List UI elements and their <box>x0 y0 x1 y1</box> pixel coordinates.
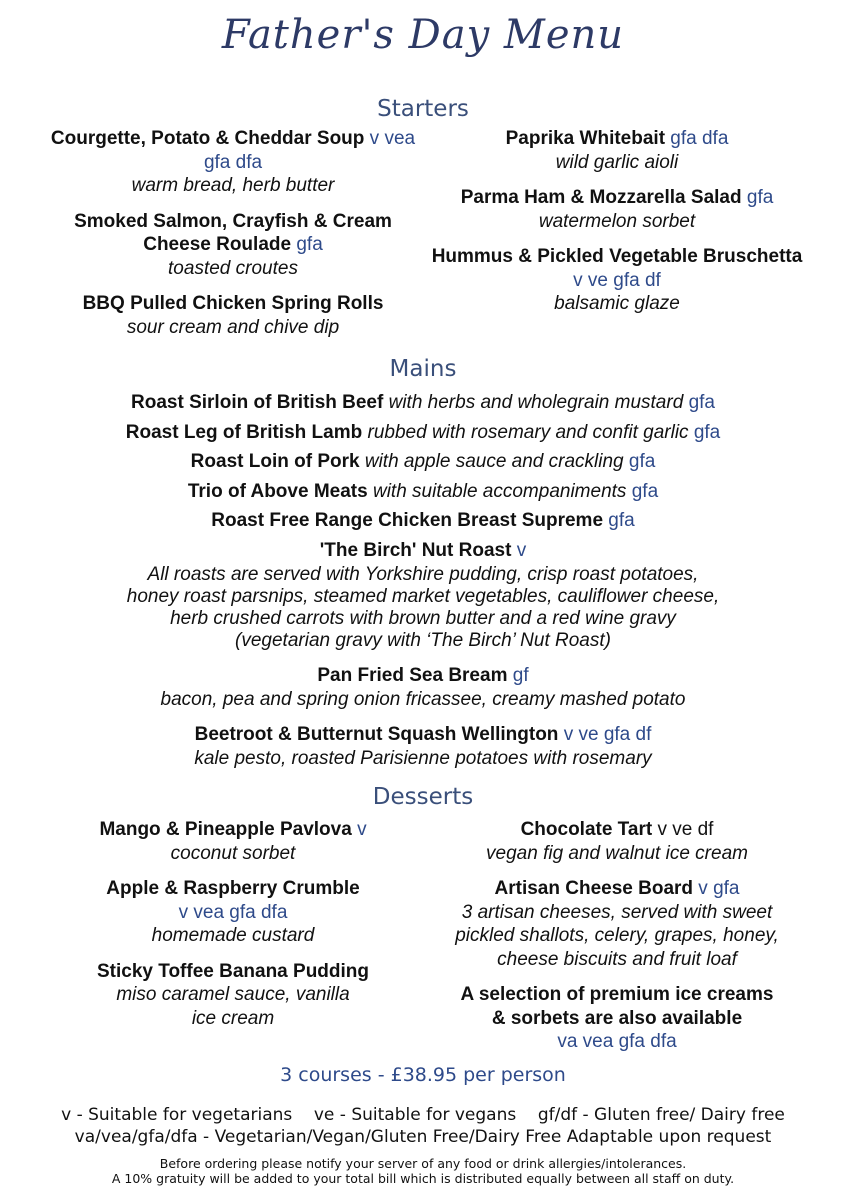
note-line: honey roast parsnips, steamed market vegetables, cauliflower cheese, <box>126 586 720 607</box>
dessert-item <box>430 877 804 971</box>
dish-name: Smoked Salmon, Crayfish & Cream Cheese Roulade <box>74 210 392 255</box>
starters-heading: Starters <box>377 96 469 122</box>
dietary-tags: v ve gfa df <box>573 269 661 291</box>
dish-description: bacon, pea and spring onion fricassee, creamy mashed potato <box>160 688 686 710</box>
dish-name: Sticky Toffee Banana Pudding <box>96 960 370 982</box>
legend-line: va/vea/gfa/dfa - Vegetarian/Vegan/Gluten Free/Dairy Free Adaptable upon request <box>74 1127 772 1147</box>
dish-description: with apple sauce and crackling <box>364 451 624 472</box>
dish-name: Artisan Cheese Board <box>494 878 694 899</box>
desserts-right-column <box>430 818 804 1066</box>
dish-description: kale pesto, roasted Parisienne potatoes with rosemary <box>194 747 652 769</box>
dietary-tags: v gfa <box>698 878 740 899</box>
note-line: All roasts are served with Yorkshire pudding, crisp roast potatoes, <box>147 564 699 585</box>
dietary-tags: v <box>357 819 367 840</box>
dish-name: Roast Free Range Chicken Breast Supreme <box>211 510 604 531</box>
roast-item <box>40 539 806 563</box>
roast-item <box>40 480 806 504</box>
dietary-tags: gf <box>512 665 529 686</box>
dietary-tags: v <box>516 539 527 561</box>
dish-description: warm bread, herb butter <box>131 175 335 196</box>
dish-description: vegan fig and walnut ice cream <box>486 842 748 864</box>
dessert-item <box>430 983 804 1054</box>
dish-name: Apple & Raspberry Crumble <box>106 878 360 899</box>
mains-heading: Mains <box>389 356 457 382</box>
dietary-tags: v ve df <box>657 819 714 840</box>
roast-item <box>40 421 806 445</box>
dietary-tags: gfa <box>608 510 635 531</box>
dietary-tags: va vea gfa dfa <box>557 1031 677 1052</box>
dessert-item <box>40 818 426 865</box>
roast-item <box>40 509 806 533</box>
roast-item <box>40 391 806 415</box>
dietary-tags: gfa <box>746 187 774 208</box>
allergy-footer <box>0 1156 846 1186</box>
dish-name: 'The Birch' Nut Roast <box>319 539 512 561</box>
dish-description: toasted croutes <box>168 257 298 279</box>
dessert-item <box>430 818 804 865</box>
desserts-heading: Desserts <box>372 784 474 810</box>
dish-description: balsamic glaze <box>554 293 680 314</box>
dietary-tags: gfa <box>688 392 715 413</box>
dietary-legend <box>0 1104 846 1148</box>
note-line: (vegetarian gravy with ‘The Birch’ Nut Roast) <box>235 630 611 651</box>
dish-name: A selection of premium ice creams & sorbets are also available <box>460 984 774 1029</box>
dish-name: Courgette, Potato & Cheddar Soup <box>50 128 365 149</box>
dish-name: Pan Fried Sea Bream <box>317 665 508 686</box>
dish-description: with suitable accompaniments <box>372 480 627 502</box>
starter-item <box>430 186 804 233</box>
dish-description: watermelon sorbet <box>538 210 696 232</box>
dietary-tags: v ve gfa df <box>563 724 652 745</box>
dish-name: Roast Sirloin of British Beef <box>131 392 384 413</box>
dish-description: with herbs and wholegrain mustard <box>388 392 684 413</box>
price-line: 3 courses - £38.95 per person <box>280 1064 566 1086</box>
dietary-tags: gfa dfa <box>670 128 729 149</box>
dish-name: Chocolate Tart <box>520 819 653 840</box>
starters-right-column <box>430 127 804 328</box>
starters-left-column <box>40 127 426 351</box>
dish-description: coconut sorbet <box>170 842 296 864</box>
dietary-tags: gfa <box>693 421 721 443</box>
dish-name: Paprika Whitebait <box>505 128 666 149</box>
starter-item <box>430 127 804 174</box>
dietary-tags: gfa <box>628 451 656 472</box>
footer-line: A 10% gratuity will be added to your total bill which is distributed equally between all staff on duty. <box>111 1171 735 1186</box>
legend-line: v - Suitable for vegetarians ve - Suitable for vegans gf/df - Gluten free/ Dairy free <box>61 1105 785 1125</box>
starter-item <box>40 210 426 281</box>
roast-item <box>40 450 806 474</box>
dish-name: Roast Loin of Pork <box>190 451 360 472</box>
dish-description: sour cream and chive dip <box>126 316 340 338</box>
dietary-tags: v vea gfa dfa <box>203 128 416 173</box>
note-line: herb crushed carrots with brown butter and a red wine gravy <box>170 608 676 629</box>
dietary-tags: v vea gfa dfa <box>178 901 288 923</box>
dish-name: Roast Leg of British Lamb <box>125 421 363 443</box>
roast-accompaniments-note <box>40 564 806 652</box>
dessert-item <box>40 877 426 948</box>
dish-name: Trio of Above Meats <box>187 480 368 502</box>
dietary-tags: gfa <box>631 480 659 502</box>
dish-name: Mango & Pineapple Pavlova <box>99 819 352 840</box>
menu-title: Father's Day Menu <box>221 12 625 58</box>
starter-item <box>40 127 426 198</box>
dish-name: BBQ Pulled Chicken Spring Rolls <box>82 293 384 314</box>
dietary-tags: gfa <box>296 234 323 255</box>
dessert-item <box>40 960 426 1031</box>
dish-description: 3 artisan cheeses, served with sweet pickled shallots, celery, grapes, honey, cheese biscuits and fruit loaf <box>455 901 779 970</box>
main-item <box>40 664 806 711</box>
footer-line: Before ordering please notify your server of any food or drink allergies/intolerances. <box>159 1156 687 1171</box>
dish-name: Beetroot & Butternut Squash Wellington <box>194 724 559 745</box>
main-item <box>40 723 806 770</box>
desserts-left-column <box>40 818 426 1042</box>
dish-description: rubbed with rosemary and confit garlic <box>367 421 689 443</box>
dish-description: wild garlic aioli <box>555 151 679 173</box>
starter-item <box>40 292 426 339</box>
mains-list <box>40 391 806 782</box>
dish-name: Hummus & Pickled Vegetable Bruschetta <box>431 246 803 267</box>
dish-description: miso caramel sauce, vanilla ice cream <box>116 984 350 1029</box>
dish-name: Parma Ham & Mozzarella Salad <box>460 187 742 208</box>
dish-description: homemade custard <box>151 925 315 946</box>
starter-item <box>430 245 804 316</box>
